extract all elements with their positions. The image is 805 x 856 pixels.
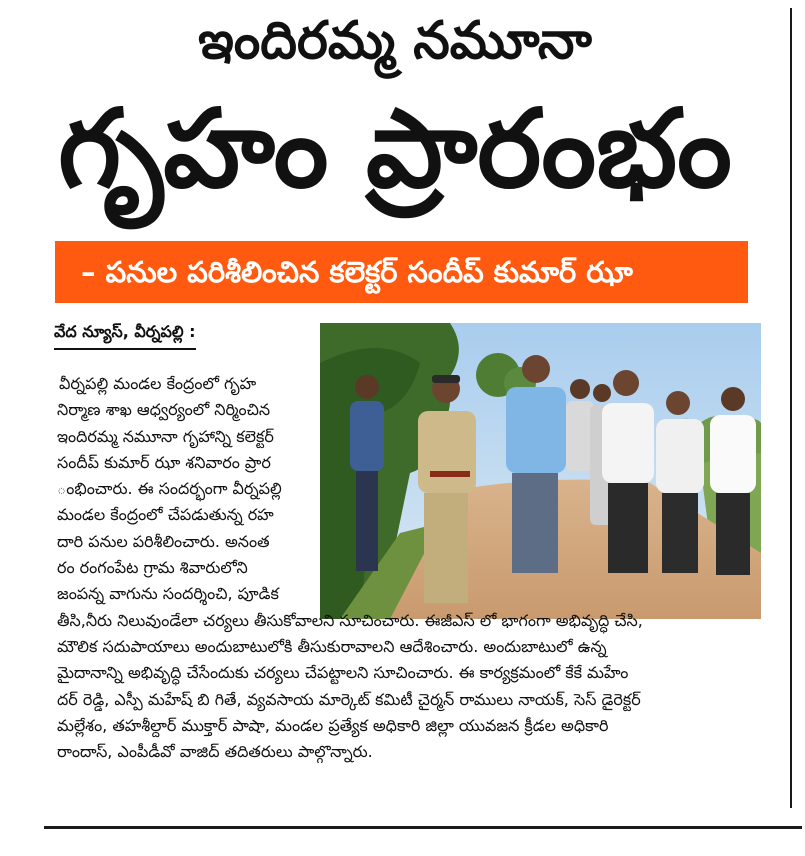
article-line: రం రంగంపేట గ్రామ శివారులోని <box>57 558 248 578</box>
article-line: రాందాస్, ఎంపీడీవో వాజిద్ తదితరులు పాల్గొన్నారు. <box>57 742 373 762</box>
article-line: దర్ రెడ్డి, ఎస్పీ మహేష్ బి గితే, వ్యవసాయ మార్కెట్ కమిటీ చైర్మన్ రాములు నాయక్, సెస్ డైరెక్టర్ <box>57 689 641 709</box>
headline-line-1: ఇందిరమ్మ నమూనా <box>198 11 592 71</box>
headline-line-2: గృహం ప్రారంభం <box>58 87 732 212</box>
article-line: తీసి,నీరు నిలువుండేలా చర్యలు తీసుకోవాలని సూచించారు. ఈజీఎస్ లో భాగంగా అభివృద్ధి చేసి, <box>57 610 643 630</box>
article-line: ఇందిరమ్మ నమూనా గృహాన్ని కలెక్టర్ <box>57 426 274 446</box>
subheadline-text: – పనుల పరిశీలించిన కలెక్టర్ సందీప్ కుమార్ ఝా <box>81 255 633 289</box>
article-line: మండల కేంద్రంలో చేపడుతున్న రహ <box>57 505 274 525</box>
article-line: నిర్మాణ శాఖ ఆధ్వర్యంలో నిర్మించిన <box>57 400 271 420</box>
column-divider-horizontal <box>44 826 802 829</box>
dateline: వేద న్యూస్, వీర్నపల్లి : <box>54 322 196 350</box>
article-line: వీర్నపల్లి మండల కేంద్రంలో గృహ <box>59 374 257 393</box>
article-line: మౌలిక సదుపాయాలు అందుబాటులోకి తీసుకురావాలని ఆదేశించారు. అందుబాటులో ఉన్న <box>57 636 607 656</box>
article-line: మైదానాన్ని అభివృద్ధి చేసేందుకు చర్యలు చేపట్టాలని సూచించారు. ఈ కార్యక్రమంలో కేకే మహేం <box>57 663 629 683</box>
article-body <box>57 371 785 765</box>
article-line: మల్లేశం, తహశీల్దార్ ముక్తార్ పాషా, మండల ప్రత్యేక అధికారి జిల్లా యువజన క్రీడల అధికారి <box>57 715 609 735</box>
article-line: దారి పనుల పరిశీలించారు. అనంత <box>57 531 270 551</box>
article-line: సందీప్ కుమార్ ఝా శనివారం ప్రార <box>57 452 271 472</box>
article-line: ంభించారు. ఈ సందర్భంగా వీర్నపల్లి <box>57 479 282 499</box>
article-line: జంపన్న వాగును సందర్శించి, పూడిక <box>57 584 279 604</box>
column-divider-vertical <box>790 8 792 808</box>
subheadline-banner <box>55 241 748 303</box>
